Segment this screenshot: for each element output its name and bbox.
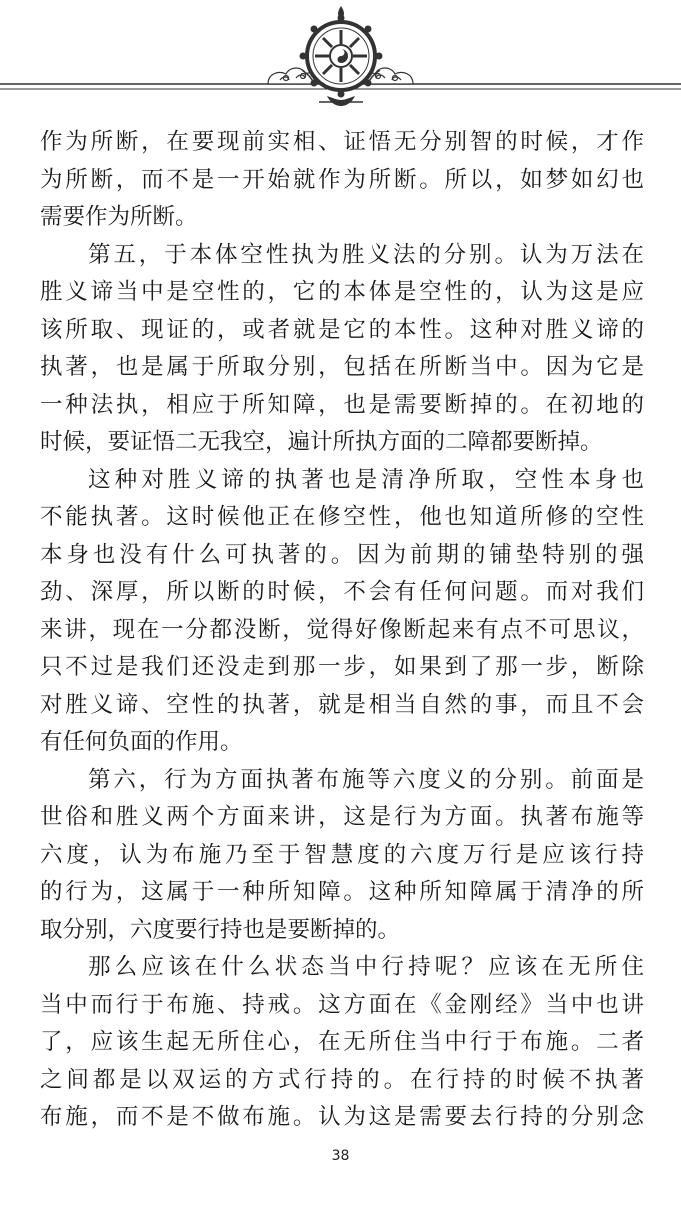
- text-line: 有任何负面的作用。: [40, 729, 243, 755]
- text-line: 不能执著。这时候他正在修空性，他也知道所修的空性: [40, 504, 644, 530]
- header-ornament: [0, 0, 681, 110]
- text-line: 第六，行为方面执著布施等六度义的分别。前面是: [88, 766, 644, 793]
- text-line: 需要作为所断。: [40, 204, 198, 230]
- text-line: 布施，而不是不做布施。认为这是需要去行持的分别念: [40, 1104, 644, 1130]
- paragraph-4: [40, 762, 644, 950]
- text-line: 时候，要证悟二无我空，遍计所执方面的二障都要断掉。: [40, 429, 603, 455]
- text-line: 为所断，而不是一开始就作为所断。所以，如梦如幻也: [40, 166, 644, 193]
- text-line: 该所取、现证的，或者就是它的本性。这种对胜义谛的: [40, 316, 644, 343]
- text-line: 只不过是我们还没走到那一步，如果到了那一步，断除: [40, 654, 644, 680]
- text-line: 之间都是以双运的方式行持的。在行持的时候不执著: [40, 1066, 644, 1093]
- paragraph-5: [40, 949, 644, 1137]
- text-line: 来讲，现在一分都没断，觉得好像断起来有点不可思议，: [40, 616, 644, 643]
- text-line: 一种法执，相应于所知障，也是需要断掉的。在初地的: [40, 391, 644, 418]
- text-line: 的行为，这属于一种所知障。这种所知障属于清净的所: [40, 879, 644, 905]
- text-line: 胜义谛当中是空性的，它的本体是空性的，认为这是应: [40, 279, 644, 305]
- page-number: 38: [331, 1148, 350, 1164]
- dharma-wheel-icon: [300, 6, 383, 106]
- text-line: 了，应该生起无所住心，在无所住当中行于布施。二者: [40, 1029, 644, 1055]
- text-line: 六度，认为布施乃至于智慧度的六度万行是应该行持: [40, 841, 644, 868]
- text-line: 当中而行于布施、持戒。这方面在《金刚经》当中也讲: [40, 991, 644, 1018]
- text-line: 第五，于本体空性执为胜义法的分别。认为万法在: [88, 241, 644, 268]
- text-line: 执著，也是属于所取分别，包括在所断当中。因为它是: [40, 354, 644, 380]
- text-line: 那么应该在什么状态当中行持呢？应该在无所住: [88, 954, 644, 980]
- text-line: 劲、深厚，所以断的时候，不会有任何问题。而对我们: [40, 579, 644, 605]
- paragraph-3: [40, 462, 644, 762]
- text-line: 作为所断，在要现前实相、证悟无分别智的时候，才作: [40, 129, 644, 155]
- text-line: 本身也没有什么可执著的。因为前期的铺垫特别的强: [40, 541, 644, 568]
- page-body: [40, 124, 644, 1137]
- text-line: 这种对胜义谛的执著也是清净所取，空性本身也: [88, 466, 644, 493]
- paragraph-2: [40, 237, 644, 462]
- text-line: 取分别，六度要行持也是要断掉的。: [40, 916, 401, 943]
- paragraph-1: [40, 124, 644, 237]
- text-line: 世俗和胜义两个方面来讲，这是行为方面。执著布施等: [40, 804, 644, 830]
- text-line: 对胜义谛、空性的执著，就是相当自然的事，而且不会: [40, 691, 644, 718]
